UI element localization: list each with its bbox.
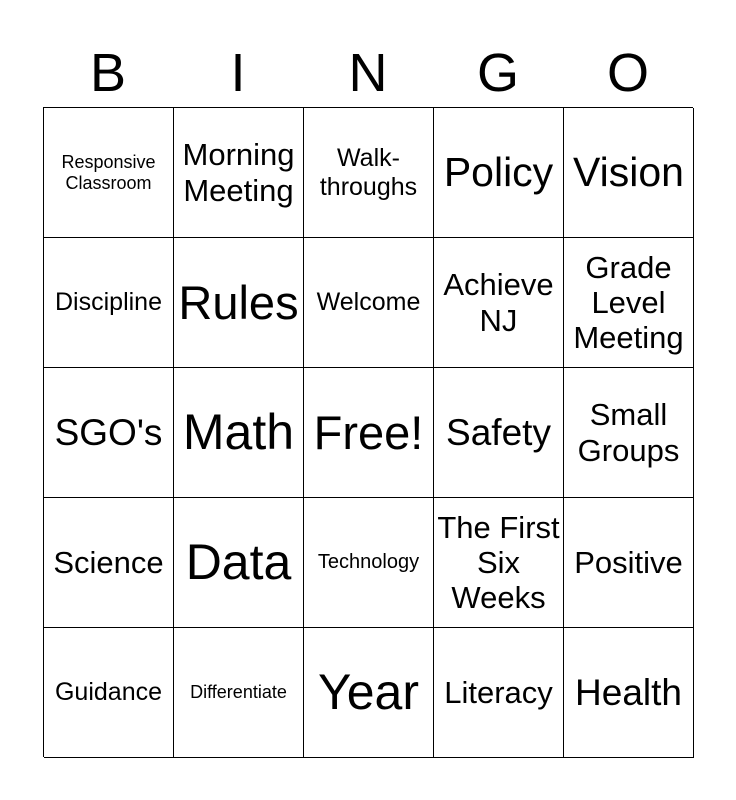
cell-label: Data: [185, 534, 292, 591]
cell-label: Safety: [446, 411, 551, 453]
bingo-cell[interactable]: [434, 628, 564, 758]
bingo-cell[interactable]: [44, 498, 174, 628]
bingo-cell[interactable]: [564, 108, 694, 238]
header-letter-b: B: [89, 43, 127, 103]
bingo-cell[interactable]: [174, 108, 304, 238]
bingo-cell[interactable]: [304, 368, 434, 498]
cell-label: Math: [182, 404, 295, 461]
bingo-cell[interactable]: [174, 628, 304, 758]
bingo-cell[interactable]: [434, 238, 564, 368]
bingo-cell[interactable]: [304, 238, 434, 368]
cell-label: Positive: [574, 544, 683, 580]
bingo-cell[interactable]: [174, 368, 304, 498]
bingo-cell[interactable]: [434, 368, 564, 498]
cell-label: Small Groups: [577, 397, 680, 468]
cell-label: Discipline: [55, 288, 162, 317]
cell-label: Welcome: [316, 288, 421, 317]
bingo-cell[interactable]: [434, 108, 564, 238]
cell-label: Achieve NJ: [443, 267, 554, 338]
header-letter-g: G: [476, 43, 519, 103]
cell-label: Literacy: [444, 674, 553, 710]
cell-label: Differentiate: [190, 682, 287, 703]
header-letter-n: N: [348, 43, 388, 103]
cell-label: Responsive Classroom: [61, 152, 156, 193]
cell-label: The First Six Weeks: [437, 509, 560, 615]
bingo-cell[interactable]: [304, 498, 434, 628]
cell-label: Walk-throughs: [319, 144, 418, 201]
bingo-cell[interactable]: [174, 238, 304, 368]
cell-label: Free!: [313, 405, 424, 459]
cell-label: Science: [53, 544, 164, 580]
bingo-cell[interactable]: [304, 628, 434, 758]
bingo-cell[interactable]: [174, 498, 304, 628]
bingo-card-grid: [43, 107, 693, 757]
bingo-cell[interactable]: [44, 108, 174, 238]
cell-label: Morning Meeting: [182, 137, 295, 208]
bingo-header: [43, 40, 693, 106]
bingo-cell[interactable]: [564, 368, 694, 498]
cell-label: Guidance: [54, 678, 163, 707]
cell-label: Policy: [443, 149, 554, 196]
cell-label: Technology: [317, 551, 420, 574]
bingo-cell[interactable]: [44, 628, 174, 758]
bingo-cell[interactable]: [304, 108, 434, 238]
cell-label: Year: [317, 664, 420, 721]
bingo-cell[interactable]: [564, 238, 694, 368]
bingo-cell[interactable]: [44, 238, 174, 368]
cell-label: Grade Level Meeting: [573, 249, 684, 355]
header-letter-i: I: [230, 43, 246, 103]
bingo-cell[interactable]: [44, 368, 174, 498]
bingo-cell[interactable]: [434, 498, 564, 628]
bingo-cell[interactable]: [564, 498, 694, 628]
cell-label: Rules: [178, 275, 299, 329]
header-letter-o: O: [606, 43, 649, 103]
cell-label: SGO's: [54, 411, 163, 453]
bingo-cell[interactable]: [564, 628, 694, 758]
cell-label: Health: [575, 671, 682, 713]
cell-label: Vision: [573, 149, 684, 196]
